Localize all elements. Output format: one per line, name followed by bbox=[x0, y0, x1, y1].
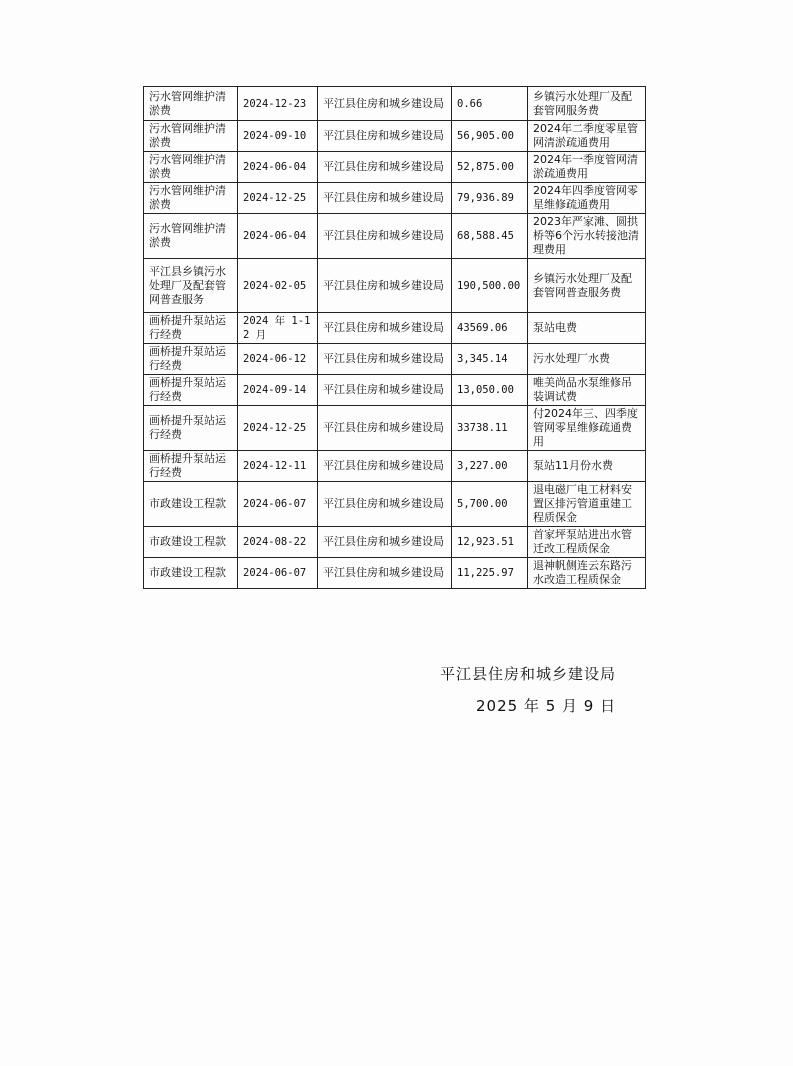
cell-item: 画桥提升泵站运行经费 bbox=[144, 313, 238, 344]
cell-amount: 5,700.00 bbox=[452, 482, 528, 527]
cell-unit: 平江县住房和城乡建设局 bbox=[318, 152, 452, 183]
cell-item: 污水管网维护清淤费 bbox=[144, 87, 238, 121]
cell-note: 2024年二季度零星管网清淤疏通费用 bbox=[528, 121, 646, 152]
cell-note: 退电磁厂电工材料安置区排污管道重建工程质保金 bbox=[528, 482, 646, 527]
table-row bbox=[144, 87, 646, 121]
cell-unit: 平江县住房和城乡建设局 bbox=[318, 451, 452, 482]
table-row bbox=[144, 451, 646, 482]
cell-amount: 33738.11 bbox=[452, 406, 528, 451]
cell-unit: 平江县住房和城乡建设局 bbox=[318, 121, 452, 152]
cell-unit: 平江县住房和城乡建设局 bbox=[318, 214, 452, 259]
cell-unit: 平江县住房和城乡建设局 bbox=[318, 406, 452, 451]
cell-item: 污水管网维护清淤费 bbox=[144, 152, 238, 183]
cell-date: 2024-06-04 bbox=[238, 152, 318, 183]
cell-note: 唯美尚品水泵维修吊装调试费 bbox=[528, 375, 646, 406]
cell-note: 泵站电费 bbox=[528, 313, 646, 344]
cell-item: 市政建设工程款 bbox=[144, 527, 238, 558]
cell-date: 2024-06-12 bbox=[238, 344, 318, 375]
cell-unit: 平江县住房和城乡建设局 bbox=[318, 344, 452, 375]
cell-date: 2024-12-25 bbox=[238, 406, 318, 451]
table-row bbox=[144, 121, 646, 152]
table-row bbox=[144, 375, 646, 406]
cell-note: 付2024年三、四季度管网零星维修疏通费用 bbox=[528, 406, 646, 451]
cell-amount: 0.66 bbox=[452, 87, 528, 121]
cell-amount: 13,050.00 bbox=[452, 375, 528, 406]
cell-amount: 52,875.00 bbox=[452, 152, 528, 183]
cell-date: 2024-12-23 bbox=[238, 87, 318, 121]
cell-note: 乡镇污水处理厂及配套管网普查服务费 bbox=[528, 259, 646, 313]
table-row bbox=[144, 482, 646, 527]
issue-date: 2025 年 5 月 9 日 bbox=[476, 697, 617, 715]
cell-amount: 11,225.97 bbox=[452, 558, 528, 589]
cell-note: 2024年四季度管网零星维修疏通费用 bbox=[528, 183, 646, 214]
cell-date: 2024-06-07 bbox=[238, 558, 318, 589]
cell-unit: 平江县住房和城乡建设局 bbox=[318, 313, 452, 344]
cell-unit: 平江县住房和城乡建设局 bbox=[318, 558, 452, 589]
cell-note: 污水处理厂水费 bbox=[528, 344, 646, 375]
table-row bbox=[144, 214, 646, 259]
cell-amount: 12,923.51 bbox=[452, 527, 528, 558]
table-row bbox=[144, 313, 646, 344]
cell-amount: 3,345.14 bbox=[452, 344, 528, 375]
table-row bbox=[144, 183, 646, 214]
cell-item: 画桥提升泵站运行经费 bbox=[144, 406, 238, 451]
cell-date: 2024-09-14 bbox=[238, 375, 318, 406]
cell-date: 2024-06-07 bbox=[238, 482, 318, 527]
table-row bbox=[144, 259, 646, 313]
cell-item: 市政建设工程款 bbox=[144, 558, 238, 589]
cell-item: 污水管网维护清淤费 bbox=[144, 183, 238, 214]
issuer-signature: 平江县住房和城乡建设局 bbox=[440, 665, 617, 683]
cell-date: 2024-02-05 bbox=[238, 259, 318, 313]
cell-item: 画桥提升泵站运行经费 bbox=[144, 451, 238, 482]
table-row bbox=[144, 406, 646, 451]
cell-amount: 56,905.00 bbox=[452, 121, 528, 152]
cell-amount: 79,936.89 bbox=[452, 183, 528, 214]
cell-note: 乡镇污水处理厂及配套管网服务费 bbox=[528, 87, 646, 121]
cell-amount: 190,500.00 bbox=[452, 259, 528, 313]
cell-item: 市政建设工程款 bbox=[144, 482, 238, 527]
cell-unit: 平江县住房和城乡建设局 bbox=[318, 87, 452, 121]
cell-note: 2023年严家滩、圆拱桥等6个污水转接池清理费用 bbox=[528, 214, 646, 259]
cell-unit: 平江县住房和城乡建设局 bbox=[318, 527, 452, 558]
cell-unit: 平江县住房和城乡建设局 bbox=[318, 375, 452, 406]
cell-amount: 3,227.00 bbox=[452, 451, 528, 482]
cell-note: 2024年一季度管网清淤疏通费用 bbox=[528, 152, 646, 183]
cell-unit: 平江县住房和城乡建设局 bbox=[318, 482, 452, 527]
cell-date: 2024-09-10 bbox=[238, 121, 318, 152]
cell-date: 2024 年 1-12 月 bbox=[238, 313, 318, 344]
cell-date: 2024-12-25 bbox=[238, 183, 318, 214]
cell-amount: 68,588.45 bbox=[452, 214, 528, 259]
cell-note: 泵站11月份水费 bbox=[528, 451, 646, 482]
cell-date: 2024-12-11 bbox=[238, 451, 318, 482]
cell-date: 2024-06-04 bbox=[238, 214, 318, 259]
cell-item: 污水管网维护清淤费 bbox=[144, 121, 238, 152]
cell-note: 退神帆侧连云东路污水改造工程质保金 bbox=[528, 558, 646, 589]
cell-date: 2024-08-22 bbox=[238, 527, 318, 558]
table-row bbox=[144, 152, 646, 183]
cell-item: 画桥提升泵站运行经费 bbox=[144, 375, 238, 406]
cell-item: 平江县乡镇污水处理厂及配套管网普查服务 bbox=[144, 259, 238, 313]
cell-item: 污水管网维护清淤费 bbox=[144, 214, 238, 259]
cell-unit: 平江县住房和城乡建设局 bbox=[318, 183, 452, 214]
table-row bbox=[144, 344, 646, 375]
cell-unit: 平江县住房和城乡建设局 bbox=[318, 259, 452, 313]
expense-table bbox=[143, 86, 646, 589]
cell-note: 首家坪泵站进出水管迁改工程质保金 bbox=[528, 527, 646, 558]
table-row bbox=[144, 558, 646, 589]
table-row bbox=[144, 527, 646, 558]
cell-item: 画桥提升泵站运行经费 bbox=[144, 344, 238, 375]
cell-amount: 43569.06 bbox=[452, 313, 528, 344]
